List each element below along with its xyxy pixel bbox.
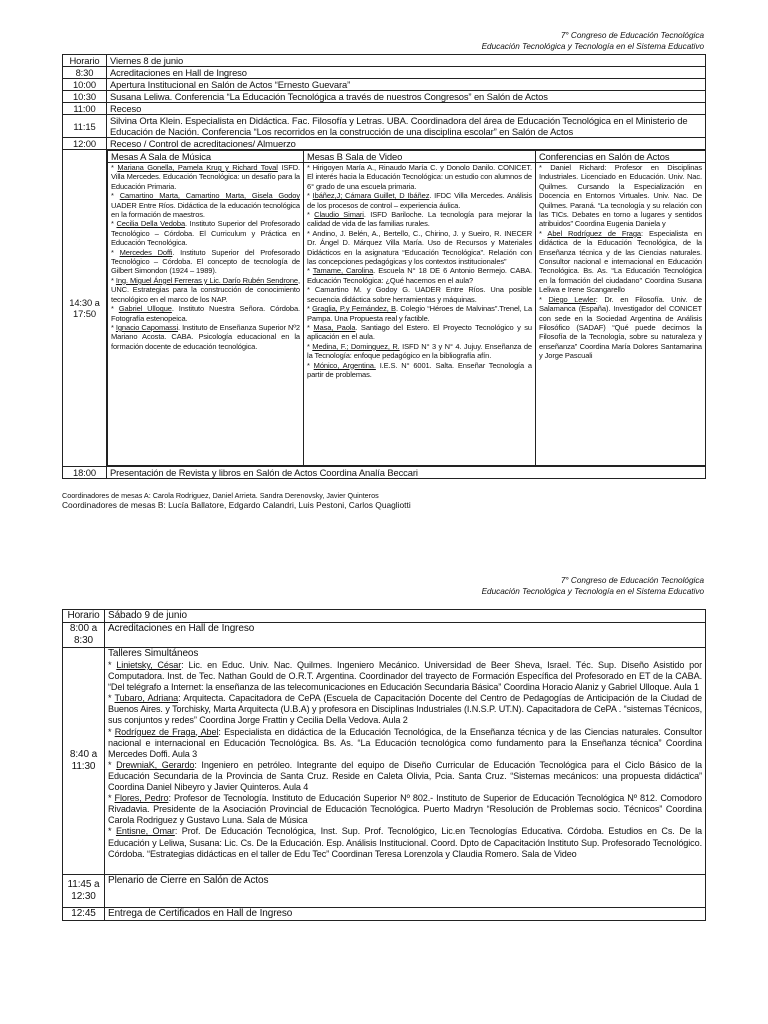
author-name: Medina, F.; Dominguez, R. [312, 341, 400, 351]
entry-text: Camartino M. y Godoy G. UADER Entre Ríos. Una posible secuencia didáctica sobre herramientas y máquinas. [307, 285, 532, 304]
congress-title: 7° Congreso de Educación Tecnológica [560, 31, 704, 40]
mesas-a-list [108, 163, 304, 466]
author-name: Entisne, Omar [115, 826, 175, 837]
entry-text: , UNC. Estrategias para la construcción de conocimiento tecnológico en el marco de los NAP. [111, 275, 300, 304]
talleres-row [63, 648, 706, 875]
author-name: Diego Lewler [548, 294, 596, 304]
session-row [63, 150, 706, 467]
list-item: * Tubaro, Adriana: Arquitecta. Capacitadora de CePA (Escuela de Capacitación Docente del Centro de Pedagogías de Anticipación de la Ciudad de Buenos Aires. y Torchisky, Marta Arquitecta (U.B.A) y profesora en Disciplinas Industriales (I.N.S.P. UT.N). Capacitadora de CePA . “sistemas Técnicos, sus conjuntos y redes” Coordina Jorge Frattin y Cecilia Della Vedova. Aula 2 [108, 693, 702, 726]
entry-text: . Colegio “Héroes de Malvinas”.Trenel, La Pampa. Una Propuesta real y factible. [307, 304, 533, 323]
talleres-cell [105, 648, 706, 875]
time-cell: 12:45 [63, 907, 105, 920]
time-cell: 10:00 [63, 79, 107, 91]
time-cell: 11:00 [63, 103, 107, 115]
author-name: Gabriel Ulloque [118, 304, 172, 314]
talleres-list [108, 660, 702, 860]
author-name: Mónico, Argentina. [313, 360, 376, 370]
author-name: DrewniaK, Gerardo [116, 759, 195, 770]
list-item: * Mercedes Doffi. Instituto Superior del Profesorado Tecnológico – Córdoba. El concepto de tecnología de Gilbert Simondon (1924 – 1989). [111, 247, 300, 276]
mesas-b-list [304, 163, 536, 466]
list-item: * Cecilia Della Vedoba. Instituto Superior del Profesorado Tecnológico – Córdoba. El Curriculum y Práctica en Educación Tecnológica. [111, 219, 300, 248]
table-row [63, 874, 706, 907]
entry-text: . IFDC Villa Mercedes. Análisis de los procesos de control – experiencia áulica. [307, 191, 533, 210]
list-item: * Tamame, Carolina. Escuela N° 18 DE 6 Antonio Bermejo. CABA. Educación Tecnológica: ¿Qué hacemos en el aula? [307, 266, 533, 285]
list-item: * Entisne, Omar: Prof. De Educación Tecnológica, Inst. Sup. Prof. Tecnológico, Lic.en Tecnologías Educativa. Córdoba. Estudios en Cs. De la Educación y Leliwa, Susana: Lic. Cs. De la Educación. Esp. Análisis Institucional. Coord. Dpto de Capacitación Instituto Sup. Profesorado Tecnológico. Córdoba. “Estrategias didácticas en el taller de Edu Tec” Coordinan Teresa Lorenzola y Claudia Romero. Sala de Video [108, 826, 702, 859]
entry-text: : Prof. De Educación Tecnológica, Inst. Sup. Prof. Tecnológico, Lic.en Tecnologías Educativa. Córdoba. Estudios en Cs. De la Educación y Leliwa, Susana: Lic. Cs. De la Educación. Esp. Análisis Institucional. Coord. Dpto de Capacitación Instituto Sup. Profesorado Tecnológico. Córdoba. “Estrategias didácticas en el taller de Edu Tec” Coordinan Teresa Lorenzola y Claudia Romero. Sala de Video [108, 826, 702, 859]
session-cell [107, 150, 706, 467]
time-cell: 10:30 [63, 91, 107, 103]
activity-cell: Presentación de Revista y libros en Salón de Actos Coordina Analía Beccari [107, 467, 706, 479]
entry-text: Hirigoyen María A., Rinaudo María C. y Donolo Danilo. CONICET. El interés hacia la Educación Tecnológica: un estudio con alumnos de 6° grado de una escuela primaria. [307, 163, 532, 191]
list-item: * Ing. Miguel Ángel Ferreras y Lic. Darío Rubén Sendrone, UNC. Estrategias para la construcción de conocimiento tecnológico en el marco de los NAP. [111, 275, 300, 304]
author-name: Abel Rodríguez de Fraga [547, 228, 642, 238]
list-item: * Claudio Simari. ISFD Bariloche. La tecnología para mejorar la calidad de vida de las familias rurales. [307, 210, 532, 229]
author-name: Mercedes Doffi [119, 247, 173, 257]
list-item: * Camartino Marta, Camartino Marta, Gisela Godoy UADER Entre Ríos. Didáctica de la educación tecnológica en la formación de maestros. [111, 191, 300, 220]
col-header-day: Sábado 9 de junio [105, 610, 706, 623]
entry-text: Andino, J. Belén, A., Bertello, C., Chirino, J. y Sueiro, R. INECER Dr. Ángel D. Márquez Villa María. Uso de Recursos y Materiales Didácticos en la asignatura “Educación Tecnológica”. Relación con las concepciones pedagógicas y los contextos institucionales” [307, 228, 533, 267]
conferencias-header: Conferencias en Salón de Actos [536, 151, 706, 163]
entry-text: . ISFD Bariloche. La tecnología para mejorar la calidad de vida de las familias rurales. [307, 210, 532, 229]
author-name: Tamame, Carolina [312, 266, 374, 276]
author-name: Ignacio Capomassi [115, 322, 179, 332]
list-item: * Andino, J. Belén, A., Bertello, C., Chirino, J. y Sueiro, R. INECER Dr. Ángel D. Márquez Villa María. Uso de Recursos y Materiales Didácticos en la asignatura “Educación Tecnológica”. Relación con las concepciones pedagógicas y los contextos institucionales” [307, 228, 533, 267]
entry-text: . Instituto Superior del Profesorado Tecnológico – Córdoba. El concepto de tecnología de Gilbert Simondon (1924 – 1989). [111, 247, 300, 276]
col-header-time: Horario [63, 55, 107, 67]
author-name: Linietsky, César [116, 660, 182, 670]
activity-cell: Susana Leliwa. Conferencia “La Educación Tecnológica a través de nuestros Congresos” en Salón de Actos [107, 91, 706, 103]
session-header-row [108, 151, 706, 163]
author-name: Ibáñez,J; Cámara Guillet, D Ibáñez [312, 191, 430, 201]
schedule-table-day1 [62, 54, 706, 479]
author-name: Camartino Marta, Camartino Marta, Gisela Godoy [119, 191, 300, 201]
list-item: * Linietsky, César: Lic. en Educ. Univ. Nac. Quilmes. Ingeniero Mecánico. Universidad de Beer Sheva, Israel. Téc. Sup. Diseño Asistido por Computadora. Inst. de Tec. Nathan Gould de O.R.T. Argentina. Coordinador del trayecto de Formación Específica del Profesorado en ET de la CABA. “Del telégrafo a Internet: la enseñanza de las telecomunicaciones en Educación Secundaria Básica” Coordina Horacio Alaniz y Gabriel Ulloque. Aula 1 [108, 660, 702, 693]
activity-cell: Receso / Control de acreditaciones/ Almuerzo [107, 138, 706, 150]
activity-cell: Apertura Institucional en Salón de Actos “Ernesto Guevara” [107, 79, 706, 91]
entry-text: . Santiago del Estero. El Proyecto Tecnológico y su aplicación en el aula. [307, 322, 532, 342]
coordinators-a: Coordinadores de mesas A: Carola Rodriguez, Daniel Arrieta. Sandra Derenovsky, Javier Quinteros [62, 491, 379, 500]
entry-text: : Especialista en didáctica de la Educación Tecnológica, de la Enseñanza técnica y de las Ciencias naturales. Consultor nacional e internacional en Educación Tecnológica. Bs. As. “La Educación tecnológica como fundamento para la Enseñanza técnica” Coordina Mercedes Doffi. Aula 3 [108, 726, 702, 759]
time-cell: 8:00 a 8:30 [63, 623, 105, 648]
activity-cell: Silvina Orta Klein. Especialista en Didáctica. Fac. Filosofía y Letras. UBA. Coordinadora del área de Educación Tecnológica en el Ministerio de Educación de Nación. Conferencia “Los recorridos en la construcción de una disciplina escolar” en Salón de Actos [107, 115, 706, 138]
entry-text: . Instituto Superior del Profesorado Tecnológico – Córdoba. El Curriculum y Práctica en Educación Tecnológica. [111, 219, 300, 248]
entry-text: . Instituto Nuestra Señora. Córdoba. Fotografía estenopeica. [111, 304, 301, 323]
list-item: * Medina, F.; Dominguez, R. ISFD N° 3 y N° 4. Jujuy. Enseñanza de la Tecnología: enfoque pedagógico en la bibliografía afín. [307, 341, 532, 361]
time-cell: 8:40 a 11:30 [63, 648, 105, 875]
entry-text: ISFD. Villa Mercedes. Educación Tecnológica: un desafío para la Educación Primaria. [111, 163, 300, 191]
author-name: Cecilia Della Vedoba [116, 219, 186, 229]
time-cell: 12:00 [63, 138, 107, 150]
table-row [63, 91, 706, 103]
entry-text: UADER Entre Ríos. Didáctica de la educación tecnológica en la formación de maestros. [111, 200, 300, 220]
table-row [63, 467, 706, 479]
author-name: Tubaro, Adriana [114, 693, 179, 704]
coordinators-b: Coordinadores de mesas B: Lucía Ballatore, Edgardo Calandri, Luis Pestoni, Carlos Quagliotti [62, 500, 411, 510]
list-item: * Ignacio Capomassi. Instituto de Enseñanza Superior Nº2 Mariano Acosta. CABA. Psicología educacional en la formación docente de educación tecnológica. [111, 322, 300, 351]
list-item: * Mónico, Argentina. I.E.S. N° 6001. Salta. Enseñar Tecnología a partir de problemas. [307, 360, 532, 379]
time-cell: 11:15 [63, 115, 107, 138]
entry-text: ISFD N° 3 y N° 4. Jujuy. Enseñanza de la Tecnología: enfoque pedagógico en la bibliografía afín. [307, 341, 532, 361]
talleres-title: Talleres Simultáneos [108, 648, 199, 659]
activity-cell: Acreditaciones en Hall de Ingreso [105, 623, 706, 648]
entry-text: I.E.S. N° 6001. Salta. Enseñar Tecnología a partir de problemas. [307, 360, 532, 379]
entry-text: : Lic. en Educ. Univ. Nac. Quilmes. Ingeniero Mecánico. Universidad de Beer Sheva, Israel. Téc. Sup. Diseño Asistido por Computadora. Inst. de Tec. Nathan Gould de O.R.T. Argentina. Coordinador del trayecto de Formación Específica del Profesorado en ET de la CABA. “Del telégrafo a Internet: la enseñanza de las telecomunicaciones en Educación Secundaria Básica” Coordina Horacio Alaniz y Gabriel Ulloque. Aula 1 [108, 660, 702, 693]
table-row [63, 79, 706, 91]
table-header-row [63, 610, 706, 623]
table-row [63, 907, 706, 920]
list-item: * DrewniaK, Gerardo: Ingeniero en petróleo. Integrante del equipo de Diseño Curricular de Educación Tecnológica para el Ciclo Básico de la Educación Secundaria de la Provincia de Santa Cruz. Reside en Caleta Olivia, Pcia. Santa Cruz. “Sistemas mecánicos: una propuesta didáctica” Coordina Daniel Nibeyro y Javier Quinteros. Aula 4 [108, 759, 702, 793]
table-row [63, 103, 706, 115]
schedule-table-day2 [62, 609, 706, 921]
author-name: Graglia, P.y Fernández, B [312, 304, 396, 314]
list-item: * Mariana Gonella, Pamela Krug y Richard Toval ISFD. Villa Mercedes. Educación Tecnológica: un desafío para la Educación Primaria. [111, 163, 300, 191]
table-header-row [63, 55, 706, 67]
list-item: * Camartino M. y Godoy G. UADER Entre Ríos. Una posible secuencia didáctica sobre herramientas y máquinas. [307, 285, 532, 304]
author-name: Claudio Simari [314, 210, 364, 220]
activity-cell: Plenario de Cierre en Salón de Actos [105, 874, 706, 907]
list-item: * Hirigoyen María A., Rinaudo María C. y Donolo Danilo. CONICET. El interés hacia la Educación Tecnológica: un estudio con alumnos de 6° grado de una escuela primaria. [307, 163, 532, 191]
time-cell: 8:30 [63, 67, 107, 79]
list-item: * Gabriel Ulloque. Instituto Nuestra Señora. Córdoba. Fotografía estenopeica. [111, 304, 301, 323]
author-name: Flores, Pedro [114, 793, 169, 804]
table-row [63, 138, 706, 150]
activity-cell: Entrega de Certificados en Hall de Ingreso [105, 907, 706, 920]
entry-text: : Profesor de Tecnología. Instituto de Educación Superior Nº 802.- Instituto de Superior de Educación Tecnológica Nº 812. Comodoro Rivadavia. Presidente de la Asociación Provincial de Educación Tecnológica. Puerto Madryn “Resolución de Problemas socio. Técnicos” Coordina Carola Rodriguez y Gustavo Luna. Sala de Música [108, 793, 703, 826]
congress-title: 7° Congreso de Educación Tecnológica [560, 576, 704, 585]
table-row [63, 67, 706, 79]
entry-text: : Dr. en Filosofía. Univ. de Salamanca (España). Investigador del CONICET con sede en la Sociedad Argentina de Análisis Filosófico (SADAF) “Qué puede decirnos la Filosofía de la Tecnología, sobre su naturaleza y enseñanza” Coordina María Dolores Santamarina y Jorge Pascuali [539, 294, 703, 361]
list-item: * Daniel Richard: Profesor en Disciplinas Industriales. Licenciado en Educación. Univ. Nac. Quilmes. Cursando la Especialización en Docencia en Entornos Virtuales. Univ. Nac. De Quilmes. Paraná. “La tecnología y su relación con las TICs. Debates en torno a lugares y sentidos atribuidos” Coordina Eugenia Daniela y [539, 163, 702, 229]
mesas-b-header: Mesas B Sala de Video [304, 151, 536, 163]
author-name: Ing. Miguel Ángel Ferreras y Lic. Darío Rubén Sendrone [115, 275, 299, 285]
time-cell: 14:30 a 17:50 [63, 150, 107, 467]
list-item: * Ibáñez,J; Cámara Guillet, D Ibáñez. IFDC Villa Mercedes. Análisis de los procesos de control – experiencia áulica. [307, 191, 533, 210]
entry-text: : Arquitecta. Capacitadora de CePA (Escuela de Capacitación Docente del Centro de Pedagogías de Anticipación de la Ciudad de Buenos Aires. y Torchisky, Marta Arquitecta (U.B.A) y profesora en Disciplinas Industriales (I.N.S.P. UT.N). Capacitadora de CePA . “sistemas Técnicos, sus conjuntos y redes” Coordina Jorge Frattin y Cecilia Della Vedova. Aula 2 [108, 693, 702, 726]
table-row [63, 115, 706, 138]
conferencias-list [536, 163, 706, 466]
table-row [63, 623, 706, 648]
col-header-day: Viernes 8 de junio [107, 55, 706, 67]
list-item: * Abel Rodríguez de Fraga: Especialista en didáctica de la Educación Tecnológica, de la Enseñanza técnica y de las Ciencias naturales. Consultor nacional e internacional en Educación Tecnológica. Bs. As. “La Educación Tecnológica en la formación del ciudadano” Coordina Susana Leliwa e Irene Scangarello [539, 228, 702, 295]
list-item: * Diego Lewler: Dr. en Filosofía. Univ. de Salamanca (España). Investigador del CONICET con sede en la Sociedad Argentina de Análisis Filosófico (SADAF) “Qué puede decirnos la Filosofía de la Tecnología, sobre su naturaleza y enseñanza” Coordina María Dolores Santamarina y Jorge Pascuali [539, 294, 703, 361]
author-name: Masa, Paola [313, 322, 356, 332]
list-item: * Graglia, P.y Fernández, B. Colegio “Héroes de Malvinas”.Trenel, La Pampa. Una Propuesta real y factible. [307, 304, 533, 323]
author-name: Mariana Gonella, Pamela Krug y Richard Toval [117, 163, 278, 172]
entry-text: : Especialista en didáctica de la Educación Tecnológica, de la Enseñanza técnica y de las Ciencias naturales. Consultor nacional e internacional en Educación Tecnológica. Bs. As. “La Educación Tecnológica en la formación del ciudadano” Coordina Susana Leliwa e Irene Scangarello [539, 228, 702, 295]
page-header-1 [482, 31, 704, 52]
time-cell: 18:00 [63, 467, 107, 479]
time-cell: 11:45 a 12:30 [63, 874, 105, 907]
entry-text: Daniel Richard: Profesor en Disciplinas Industriales. Licenciado en Educación. Univ. Nac. Quilmes. Cursando la Especialización en Docencia en Entornos Virtuales. Univ. Nac. De Quilmes. Paraná. “La tecnología y su relación con las TICs. Debates en torno a lugares y sentidos atribuidos” Coordina Eugenia Daniela y [539, 163, 702, 229]
activity-cell: Receso [107, 103, 706, 115]
list-item: * Rodríguez de Fraga, Abel: Especialista en didáctica de la Educación Tecnológica, de la Enseñanza técnica y de las Ciencias naturales. Consultor nacional e internacional en Educación Tecnológica. Bs. As. “La Educación tecnológica como fundamento para la Enseñanza técnica” Coordina Mercedes Doffi. Aula 3 [108, 726, 702, 759]
author-name: Rodríguez de Fraga, Abel [114, 726, 219, 737]
page-header-2 [482, 576, 704, 597]
list-item: * Flores, Pedro: Profesor de Tecnología. Instituto de Educación Superior Nº 802.- Instituto de Superior de Educación Tecnológica Nº 812. Comodoro Rivadavia. Presidente de la Asociación Provincial de Educación Tecnológica. Puerto Madryn “Resolución de Problemas socio. Técnicos” Coordina Carola Rodriguez y Gustavo Luna. Sala de Música [108, 793, 703, 826]
session-body-row [108, 163, 706, 466]
congress-subtitle: Educación Tecnológica y Tecnología en el Sistema Educativo [481, 586, 704, 596]
session-columns [107, 150, 705, 466]
mesas-a-header: Mesas A Sala de Música [108, 151, 304, 163]
col-header-time: Horario [63, 610, 105, 623]
entry-text: . Instituto de Enseñanza Superior Nº2 Mariano Acosta. CABA. Psicología educacional en la formación docente de educación tecnológica. [111, 322, 300, 351]
entry-text: : Ingeniero en petróleo. Integrante del equipo de Diseño Curricular de Educación Tecnológica para el Ciclo Básico de la Educación Secundaria de la Provincia de Santa Cruz. Reside en Caleta Olivia, Pcia. Santa Cruz. “Sistemas mecánicos: una propuesta didáctica” Coordina Daniel Nibeyro y Javier Quinteros. Aula 4 [108, 759, 702, 793]
list-item: * Masa, Paola. Santiago del Estero. El Proyecto Tecnológico y su aplicación en el aula. [307, 322, 532, 342]
entry-text: . Escuela N° 18 DE 6 Antonio Bermejo. CABA. Educación Tecnológica: ¿Qué hacemos en el aula? [307, 266, 533, 285]
congress-subtitle: Educación Tecnológica y Tecnología en el Sistema Educativo [481, 41, 704, 51]
activity-cell: Acreditaciones en Hall de Ingreso [107, 67, 706, 79]
